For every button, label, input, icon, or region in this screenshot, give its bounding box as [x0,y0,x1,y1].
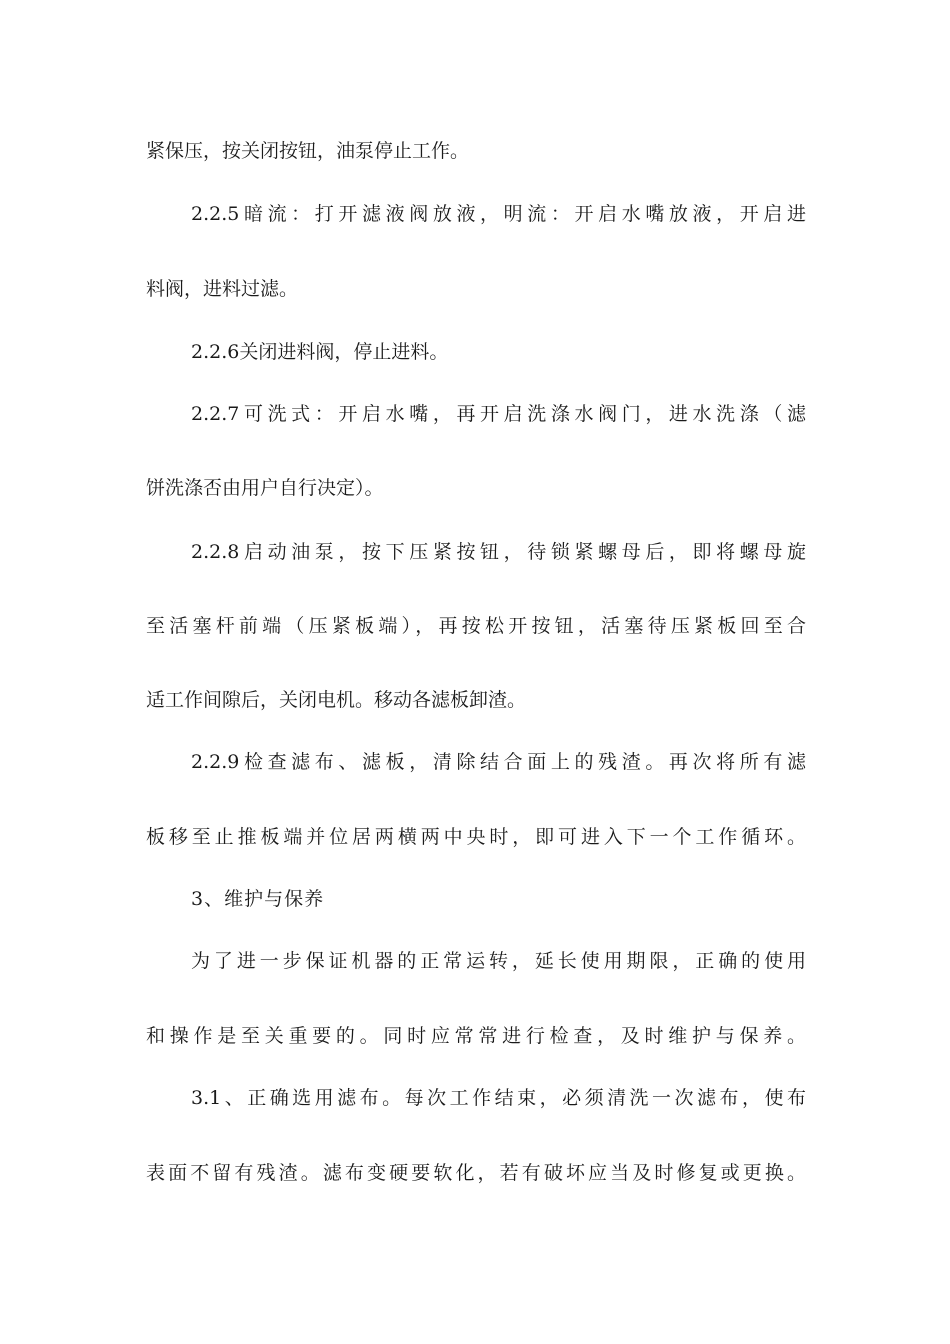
text-line: 表面不留有残渣。滤布变硬要软化，若有破坏应当及时修复或更换。 [146,1162,806,1184]
text-line: 2.2.7可洗式：开启水嘴，再开启洗涤水阀门，进水洗涤（滤 [191,403,806,425]
text-line: 3.1、正确选用滤布。每次工作结束，必须清洗一次滤布，使布 [191,1087,806,1109]
text-line: 2.2.5暗流：打开滤液阀放液，明流：开启水嘴放液，开启进 [191,203,806,225]
text-line: 为了进一步保证机器的正常运转，延长使用期限，正确的使用 [191,950,806,972]
text-line: 料阀，进料过滤。 [146,278,299,300]
text-line: 至活塞杆前端（压紧板端），再按松开按钮，活塞待压紧板回至合 [146,615,806,637]
text-line: 2.2.6关闭进料阀，停止进料。 [191,341,449,363]
text-line: 紧保压，按关闭按钮，油泵停止工作。 [146,140,470,162]
text-line: 2.2.8启动油泵，按下压紧按钮，待锁紧螺母后，即将螺母旋 [191,541,806,563]
section-heading: 3、维护与保养 [191,888,325,910]
text-line: 板移至止推板端并位居两横两中央时，即可进入下一个工作循环。 [146,826,806,848]
text-line: 2.2.9检查滤布、滤板，清除结合面上的残渣。再次将所有滤 [191,751,806,773]
text-line: 和操作是至关重要的。同时应常常进行检查，及时维护与保养。 [146,1025,806,1047]
text-line: 适工作间隙后，关闭电机。移动各滤板卸渣。 [146,689,527,711]
text-line: 饼洗涤否由用户自行决定）。 [146,477,384,499]
